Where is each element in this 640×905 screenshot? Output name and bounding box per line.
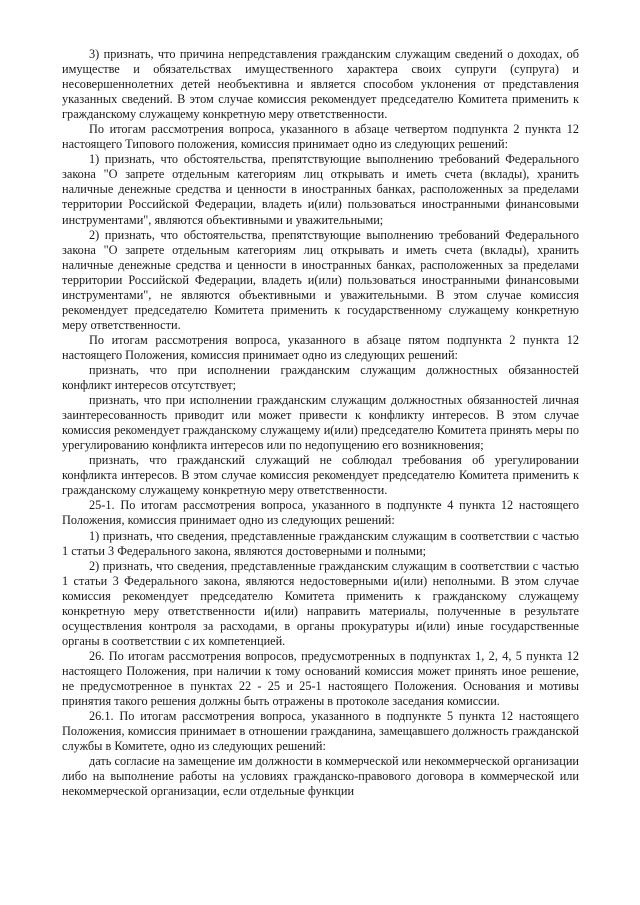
paragraph-clause-25-1-intro: 25-1. По итогам рассмотрения вопроса, указанного в подпункте 4 пункта 12 настоящего Положения, комиссия принимает одно из следующих решений: [62, 498, 579, 528]
paragraph-para-4-decision-1: 1) признать, что обстоятельства, препятствующие выполнению требований Федерального закона "О запрете отдельным категориям лиц открывать и иметь счета (вклады), хранить наличные денежные средства и ценности в иностранных банках, расположенных за пределами территории Российской Федерации, владеть и(или) пользоваться иностранными финансовыми инструментами", являются объективными и уважительными; [62, 152, 579, 227]
paragraph-clause-25-1-decision-1: 1) признать, что сведения, представленные гражданским служащим в соответствии с частью 1 статьи 3 Федерального закона, являются достоверными и полными; [62, 528, 579, 558]
paragraph-clause-25-1-decision-2: 2) признать, что сведения, представленные гражданским служащим в соответствии с частью 1 статьи 3 Федерального закона, являются недостоверными и(или) неполными. В этом случае комиссия рекомендует председателю Комитета применить к гражданскому служащему конкретную меру ответственности и(или) направить материалы, полученные в результате осуществления контроля за расходами, в органы прокуратуры и(или) иные государственные органы в соответствии с их компетенцией. [62, 558, 579, 648]
paragraph-clause-26-1-intro: 26.1. По итогам рассмотрения вопроса, указанного в подпункте 5 пункта 12 настоящего Положения, комиссия принимает в отношении гражданина, замещавшего должность гражданской службы в Комитете, одно из следующих решений: [62, 709, 579, 754]
paragraph-clause-26: 26. По итогам рассмотрения вопросов, предусмотренных в подпунктах 1, 2, 4, 5 пункта 12 настоящего Положения, при наличии к тому оснований комиссия может принять иное решение, не предусмотренное в пунктах 22 - 25 и 25-1 настоящего Положения. Основания и мотивы принятия такого решения должны быть отражены в протоколе заседания комиссии. [62, 648, 579, 709]
paragraph-clause-26-1-consent: дать согласие на замещение им должности в коммерческой или некоммерческой организации либо на выполнение работы на условиях гражданско-правового договора в коммерческой или некоммерческой организации, если отдельные функции [62, 754, 579, 799]
paragraph-conflict-possible: признать, что при исполнении гражданским служащим должностных обязанностей личная заинтересованность приводит или может привести к конфликту интересов. В этом случае комиссия рекомендует гражданскому служащему и(или) председателю Комитета принять меры по урегулированию конфликта интересов или по недопущению его возникновения; [62, 393, 579, 453]
paragraph-item-3-conclusion: 3) признать, что причина непредставления гражданским служащим сведений о доходах, об имуществе и обязательствах имущественного характера своих супруги (супруга) и несовершеннолетних детей необъективна и является способом уклонения от представления указанных сведений. В этом случае комиссия рекомендует председателю Комитета применить к гражданскому служащему конкретную меру ответственности. [62, 47, 579, 122]
document-page [62, 47, 579, 799]
paragraph-para-4-decision-2: 2) признать, что обстоятельства, препятствующие выполнению требований Федерального закона "О запрете отдельным категориям лиц открывать и иметь счета (вклады), хранить наличные денежные средства и ценности в иностранных банках, расположенных за пределами территории Российской Федерации, владеть и(или) пользоваться иностранными финансовыми инструментами", не являются объективными и уважительными. В этом случае комиссия рекомендует председателю Комитета применить к государственному служащему конкретную меру ответственности. [62, 227, 579, 332]
paragraph-conflict-violation: признать, что гражданский служащий не соблюдал требования об урегулировании конфликта интересов. В этом случае комиссия рекомендует председателю Комитета применить к гражданскому служащему конкретную меру ответственности. [62, 453, 579, 498]
paragraph-conflict-absent: признать, что при исполнении гражданским служащим должностных обязанностей конфликт интересов отсутствует; [62, 362, 579, 393]
paragraph-para-5-intro: По итогам рассмотрения вопроса, указанного в абзаце пятом подпункта 2 пункта 12 настоящего Положения, комиссия принимает одно из следующих решений: [62, 332, 579, 362]
paragraph-para-4-intro: По итогам рассмотрения вопроса, указанного в абзаце четвертом подпункта 2 пункта 12 настоящего Типового положения, комиссия принимает одно из следующих решений: [62, 122, 579, 152]
